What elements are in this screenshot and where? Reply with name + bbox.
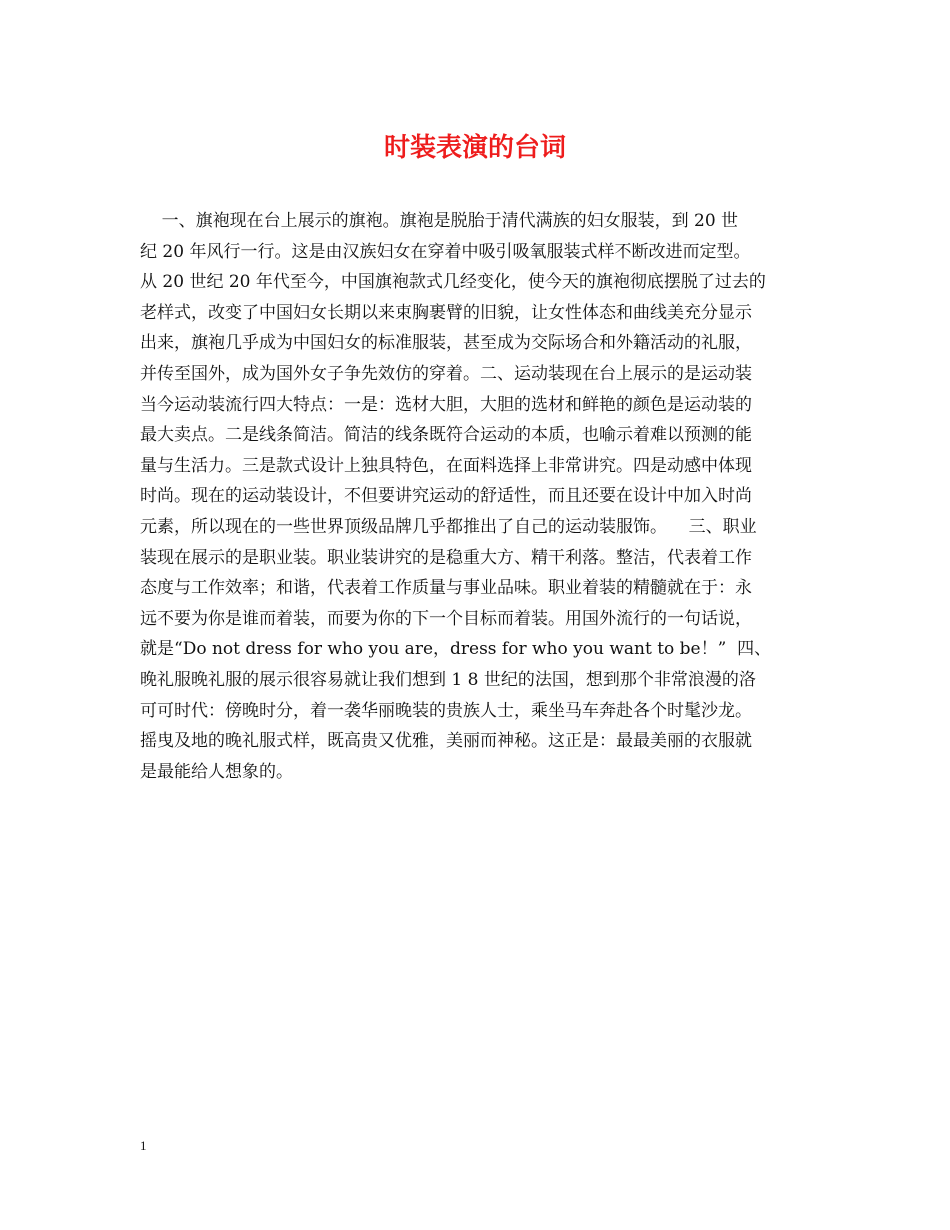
text-line: 态度与工作效率；和谐，代表着工作质量与事业品味。职业着装的精髓就在于：永: [140, 578, 752, 599]
body-text: [140, 206, 840, 787]
text-line: 元素，所以现在的一些世界顶级品牌几乎都推出了自己的运动装服饰。 三、职业: [140, 516, 757, 537]
document-title: 时装表演的台词: [383, 133, 566, 163]
text-line: 最大卖点。二是线条简洁。简洁的线条既符合运动的本质，也喻示着难以预测的能: [140, 425, 752, 446]
text-line: 时尚。现在的运动装设计，不但要讲究运动的舒适性，而且还要在设计中加入时尚: [140, 486, 752, 507]
text-line: 可可时代：傍晚时分，着一袭华丽晚装的贵族人士，乘坐马车奔赴各个时髦沙龙。: [140, 700, 752, 721]
text-line: 摇曳及地的晚礼服式样，既高贵又优雅，美丽而神秘。这正是：最最美丽的衣服就: [140, 731, 752, 752]
text-line: 是最能给人想象的。: [140, 761, 293, 782]
text-line: 就是“Do not dress for who you are，dress for who you want to be！” 四、: [140, 639, 772, 660]
text-line: 当今运动装流行四大特点：一是：选材大胆，大胆的选材和鲜艳的颜色是运动装的: [140, 394, 752, 415]
text-line: 老样式，改变了中国妇女长期以来束胸裹臂的旧貌，让女性体态和曲线美充分显示: [140, 302, 752, 323]
text-line: 远不要为你是谁而着装，而要为你的下一个目标而着装。用国外流行的一句话说，: [140, 608, 752, 629]
text-line: 晚礼服晚礼服的展示很容易就让我们想到 1 8 世纪的法国，想到那个非常浪漫的洛: [140, 669, 756, 690]
text-line: 纪 20 年风行一行。这是由汉族妇女在穿着中吸引吸氧服装式样不断改进而定型。: [140, 241, 751, 262]
page-number: 1: [140, 1138, 147, 1153]
text-line: 一、旗袍现在台上展示的旗袍。旗袍是脱胎于清代满族的妇女服装，到 20 世: [140, 211, 739, 231]
text-line: 从 20 世纪 20 年代至今，中国旗袍款式几经变化，使今天的旗袍彻底摆脱了过去的: [140, 272, 766, 293]
text-line: 出来，旗袍几乎成为中国妇女的标准服装，甚至成为交际场合和外籍活动的礼服，: [140, 333, 752, 354]
text-line: 并传至国外，成为国外女子争先效仿的穿着。二、运动装现在台上展示的是运动装: [140, 363, 752, 384]
text-line: 装现在展示的是职业装。职业装讲究的是稳重大方、精干利落。整洁，代表着工作: [140, 547, 752, 568]
text-line: 量与生活力。三是款式设计上独具特色，在面料选择上非常讲究。四是动感中体现: [140, 455, 752, 476]
